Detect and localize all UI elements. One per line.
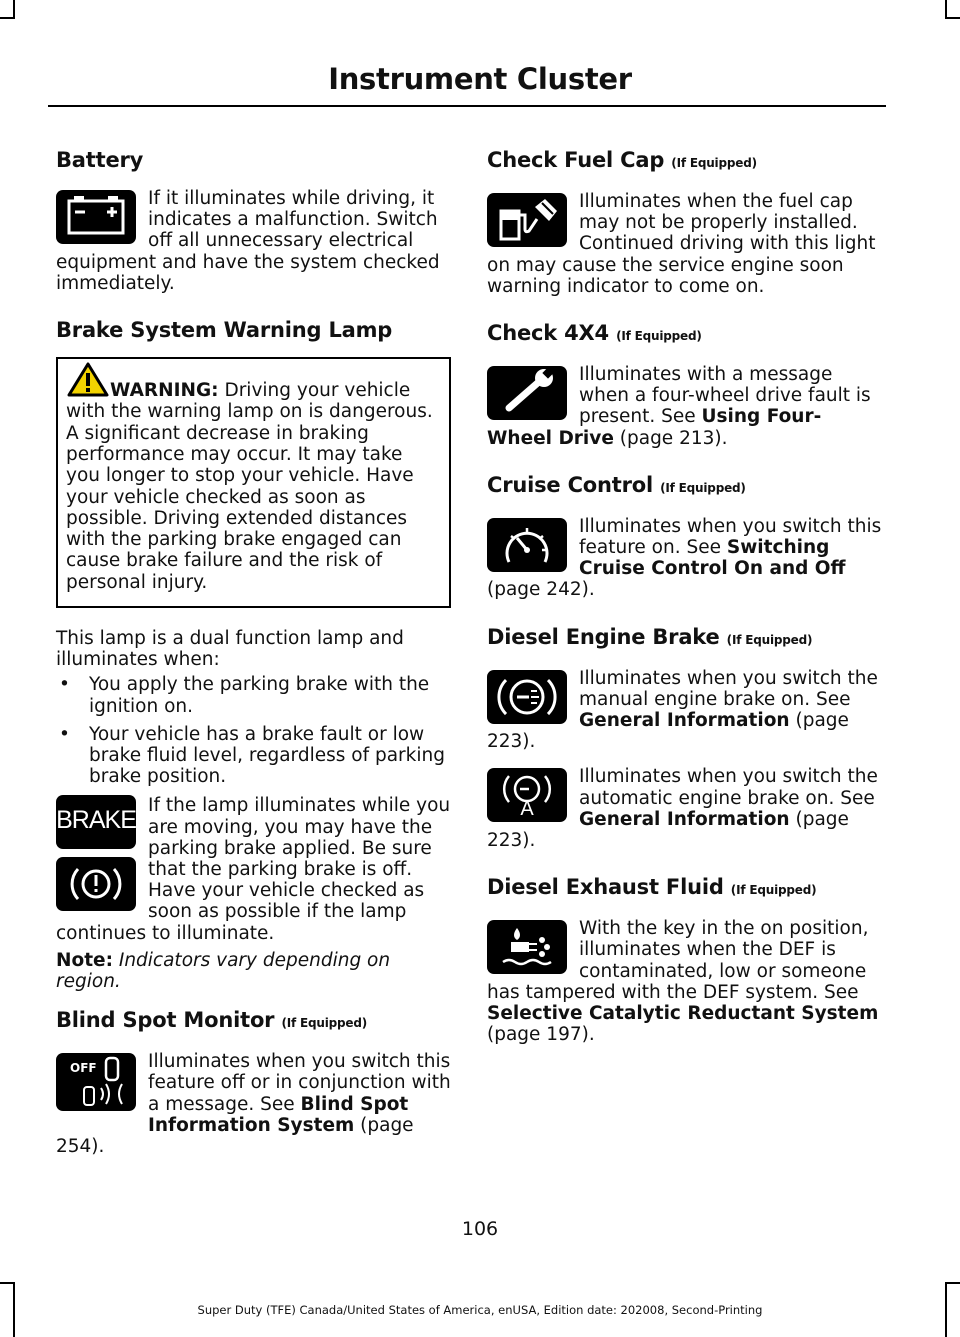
general-information-link[interactable]: General Information <box>579 808 790 830</box>
fuel-cap-heading: Check Fuel Cap (If Equipped) <box>487 148 757 172</box>
diesel-brake-heading: Diesel Engine Brake (If Equipped) <box>487 624 813 649</box>
brake-bullet-list <box>56 674 451 787</box>
def-icon <box>487 920 567 974</box>
battery-icon <box>56 190 136 244</box>
warning-text: Driving your vehicle with the warning lamp on is dangerous. A significant decrease in braking performance may occur. It may take you longer to stop your vehicle. Have your vehicle checked as soon as possible. Driving extended distances with the parking brake engaged can cause brake failure and the risk of personal injury. <box>66 380 433 593</box>
warning-box <box>56 357 451 608</box>
blind-spot-heading: Blind Spot Monitor (If Equipped) <box>56 1008 368 1033</box>
battery-heading: Battery <box>56 148 144 172</box>
brake-icons <box>56 795 136 911</box>
list-item: • Your vehicle has a brake fault or low brake fluid level, regardless of parking brake position. <box>56 724 451 788</box>
cruise-heading: Cruise Control (If Equipped) <box>487 472 746 497</box>
check-4x4-text: Illuminates with a message when a four-wheel drive fault is present. See Using Four-Wheel Drive (page 213). <box>487 364 871 449</box>
right-column <box>487 146 882 1067</box>
fuel-cap-icon <box>487 193 567 247</box>
battery-section <box>56 146 451 294</box>
brake-section <box>56 316 451 992</box>
blind-spot-section <box>56 1006 451 1157</box>
cruise-control-link[interactable]: Switching Cruise Control On and Off <box>579 537 846 580</box>
header-rule <box>48 105 886 107</box>
general-information-link[interactable]: General Information <box>579 710 790 732</box>
brake-intro: This lamp is a dual function lamp and illuminates when: <box>56 627 404 671</box>
left-column <box>56 146 451 1179</box>
list-item: • You apply the parking brake with the ignition on. <box>56 674 451 716</box>
blind-spot-off-icon: OFF <box>56 1053 136 1111</box>
cruise-text: Illuminates when you switch this feature on. See Switching Cruise Control On and Off (page 242). <box>487 515 882 601</box>
blind-spot-text: Illuminates when you switch this feature off or in conjunction with a message. See Blind Spot Information System (page 254). <box>56 1051 451 1158</box>
speedometer-icon <box>487 518 567 572</box>
warning-label: WARNING: <box>110 380 219 402</box>
def-heading: Diesel Exhaust Fluid (If Equipped) <box>487 875 817 900</box>
brake-lamp-text: If the lamp illuminates while you are moving, you may have the parking brake applied. Be sure that the parking brake is off. Have your vehicle checked as soon as possible if the lamp continues to illuminate. <box>56 795 451 944</box>
manual-engine-brake-text: Illuminates when you switch the manual engine brake on. See General Information (page 223). <box>487 667 878 753</box>
blind-spot-link[interactable]: Blind Spot Information System <box>148 1093 409 1136</box>
auto-engine-brake-text: Illuminates when you switch the automatic engine brake on. See General Information (page 223). <box>487 766 878 852</box>
check-4x4-section <box>487 319 882 449</box>
crop-mark <box>945 1282 960 1284</box>
def-section <box>487 873 882 1045</box>
engine-brake-icon <box>487 670 567 724</box>
brake-note: Note: Indicators vary depending on region. <box>56 949 391 993</box>
edition-footer: Super Duty (TFE) Canada/United States of America, enUSA, Edition date: 202008, Second-Printing <box>197 1303 763 1317</box>
crop-mark <box>0 1282 15 1284</box>
auto-engine-brake-icon: A <box>487 768 567 822</box>
scr-system-link[interactable]: Selective Catalytic Reductant System <box>487 1003 879 1025</box>
crop-mark <box>0 17 15 19</box>
crop-mark <box>945 0 947 18</box>
brake-warning-icon <box>56 857 136 911</box>
cruise-section <box>487 471 882 601</box>
battery-text: If it illuminates while driving, it indicates a malfunction. Switch off all unnecessary electrical equipment and have the system checked immediately. <box>56 188 440 294</box>
page-number: 106 <box>461 1218 499 1240</box>
check-4x4-heading: Check 4X4 (If Equipped) <box>487 321 702 346</box>
wrench-icon <box>487 366 567 420</box>
brake-heading: Brake System Warning Lamp <box>56 318 393 343</box>
brake-text-icon: BRAKE <box>56 795 136 849</box>
crop-mark <box>945 17 960 19</box>
warning-triangle-icon <box>66 375 110 399</box>
page-title: Instrument Cluster <box>328 62 632 96</box>
fuel-cap-section <box>487 146 882 297</box>
four-wheel-drive-link[interactable]: Using Four-Wheel Drive <box>487 406 822 449</box>
fuel-cap-text: Illuminates when the fuel cap may not be properly installed. Continued driving with this light on may cause the service engine soon warning indicator to come on. <box>487 191 876 297</box>
diesel-engine-brake-section <box>487 623 882 852</box>
crop-mark <box>13 0 15 18</box>
def-text: With the key in the on position, illuminates when the DEF is contaminated, low or someone has tampered with the DEF system. See Selective Catalytic Reductant System (page 197). <box>487 918 879 1046</box>
